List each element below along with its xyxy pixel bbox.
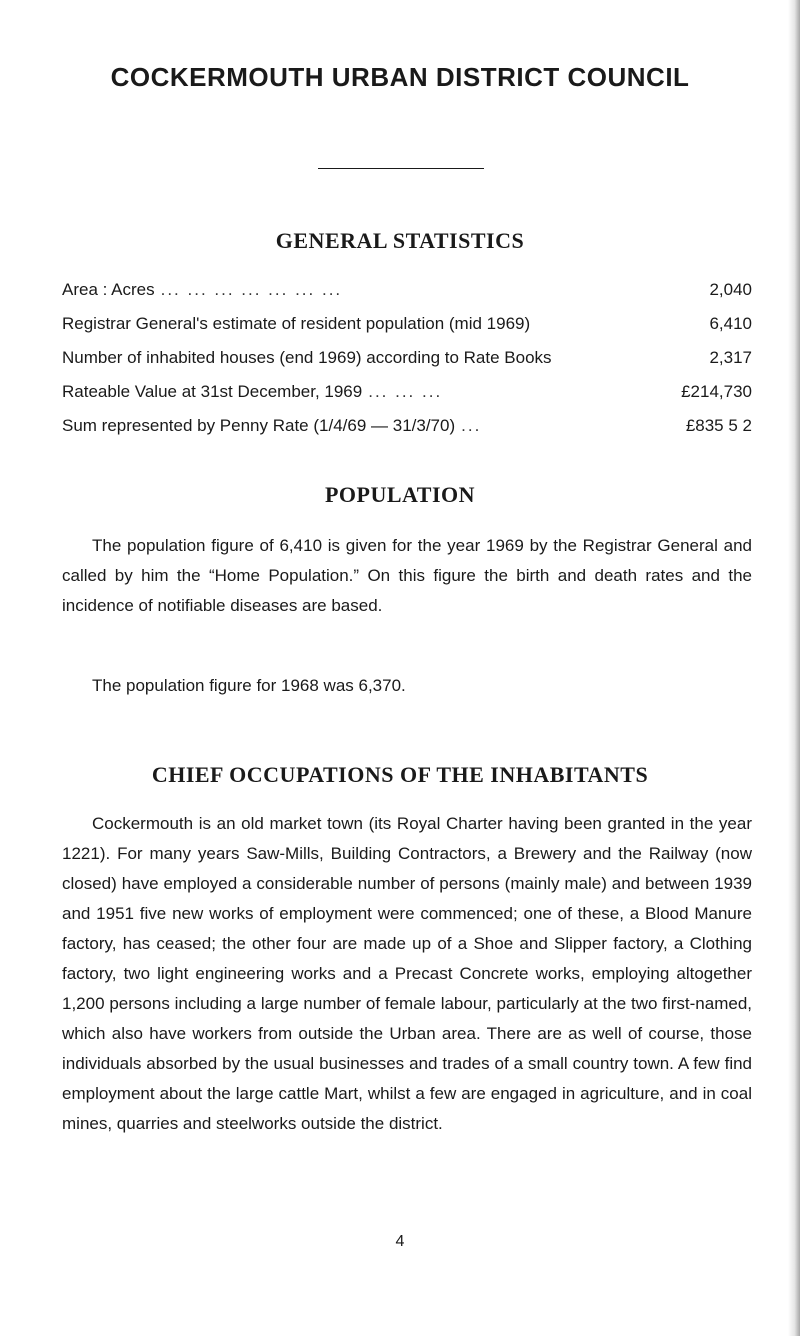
page-edge-shadow — [788, 0, 800, 1336]
stat-value: 6,410 — [709, 314, 752, 333]
population-heading: POPULATION — [324, 482, 476, 507]
general-statistics-table — [62, 280, 752, 450]
page-number: 4 — [395, 1233, 405, 1250]
population-1968-paragraph: The population figure for 1968 was 6,370. — [92, 676, 406, 695]
council-title: COCKERMOUTH URBAN DISTRICT COUNCIL — [110, 62, 690, 92]
stat-row-population-estimate — [62, 314, 752, 348]
stat-row-inhabited-houses — [62, 348, 752, 382]
stat-leader-dots: ... — [461, 416, 482, 435]
title-divider — [318, 168, 484, 169]
stat-leader-dots: ... ... ... ... ... ... ... — [160, 280, 343, 299]
stat-value: 2,317 — [709, 348, 752, 367]
general-statistics-heading: GENERAL STATISTICS — [275, 228, 525, 253]
stat-row-rateable-value — [62, 382, 752, 416]
stat-label: Sum represented by Penny Rate (1/4/69 — 31/3/70) — [62, 416, 456, 435]
stat-label: Registrar General's estimate of resident population (mid 1969) — [62, 314, 531, 333]
stat-value: 2,040 — [709, 280, 752, 299]
stat-row-penny-rate — [62, 416, 752, 450]
stat-value: £835 5 2 — [685, 416, 752, 435]
occupations-heading: CHIEF OCCUPATIONS OF THE INHABITANTS — [151, 762, 649, 787]
stat-label: Rateable Value at 31st December, 1969 — [62, 382, 363, 401]
stat-row-area — [62, 280, 752, 314]
stat-leader-dots: ... ... ... — [368, 382, 443, 401]
occupations-paragraph: Cockermouth is an old market town (its Royal Charter having been granted in the year 1221). For many years Saw-Mills, Building Contractors, a Brewery and the Railway (now closed) have employed a considerable number of persons (mainly male) and between 1939 and 1951 five new works of employment were commenced; one of these, a Blood Manure factory, has ceased; the other four are made up of a Shoe and Slipper factory, a Clothing factory, two light engineering works and a Precast Concrete works, employing altogether 1,200 persons including a large number of female labour, particularly at the two first-named, which also have workers from outside the Urban area. There are as well of course, those individuals absorbed by the usual businesses and trades of a small country town. A few find employment about the large cattle Mart, whilst a few are engaged in agriculture, and in coal mines, quarries and steelworks outside the district. — [62, 814, 752, 1133]
population-paragraph: The population figure of 6,410 is given for the year 1969 by the Registrar General and called by him the “Home Population.” On this figure the birth and death rates and the incidence of notifiable diseases are based. — [62, 536, 752, 615]
stat-label: Area : Acres — [62, 280, 155, 299]
stat-label: Number of inhabited houses (end 1969) according to Rate Books — [62, 348, 552, 367]
stat-value: £214,730 — [681, 382, 752, 401]
